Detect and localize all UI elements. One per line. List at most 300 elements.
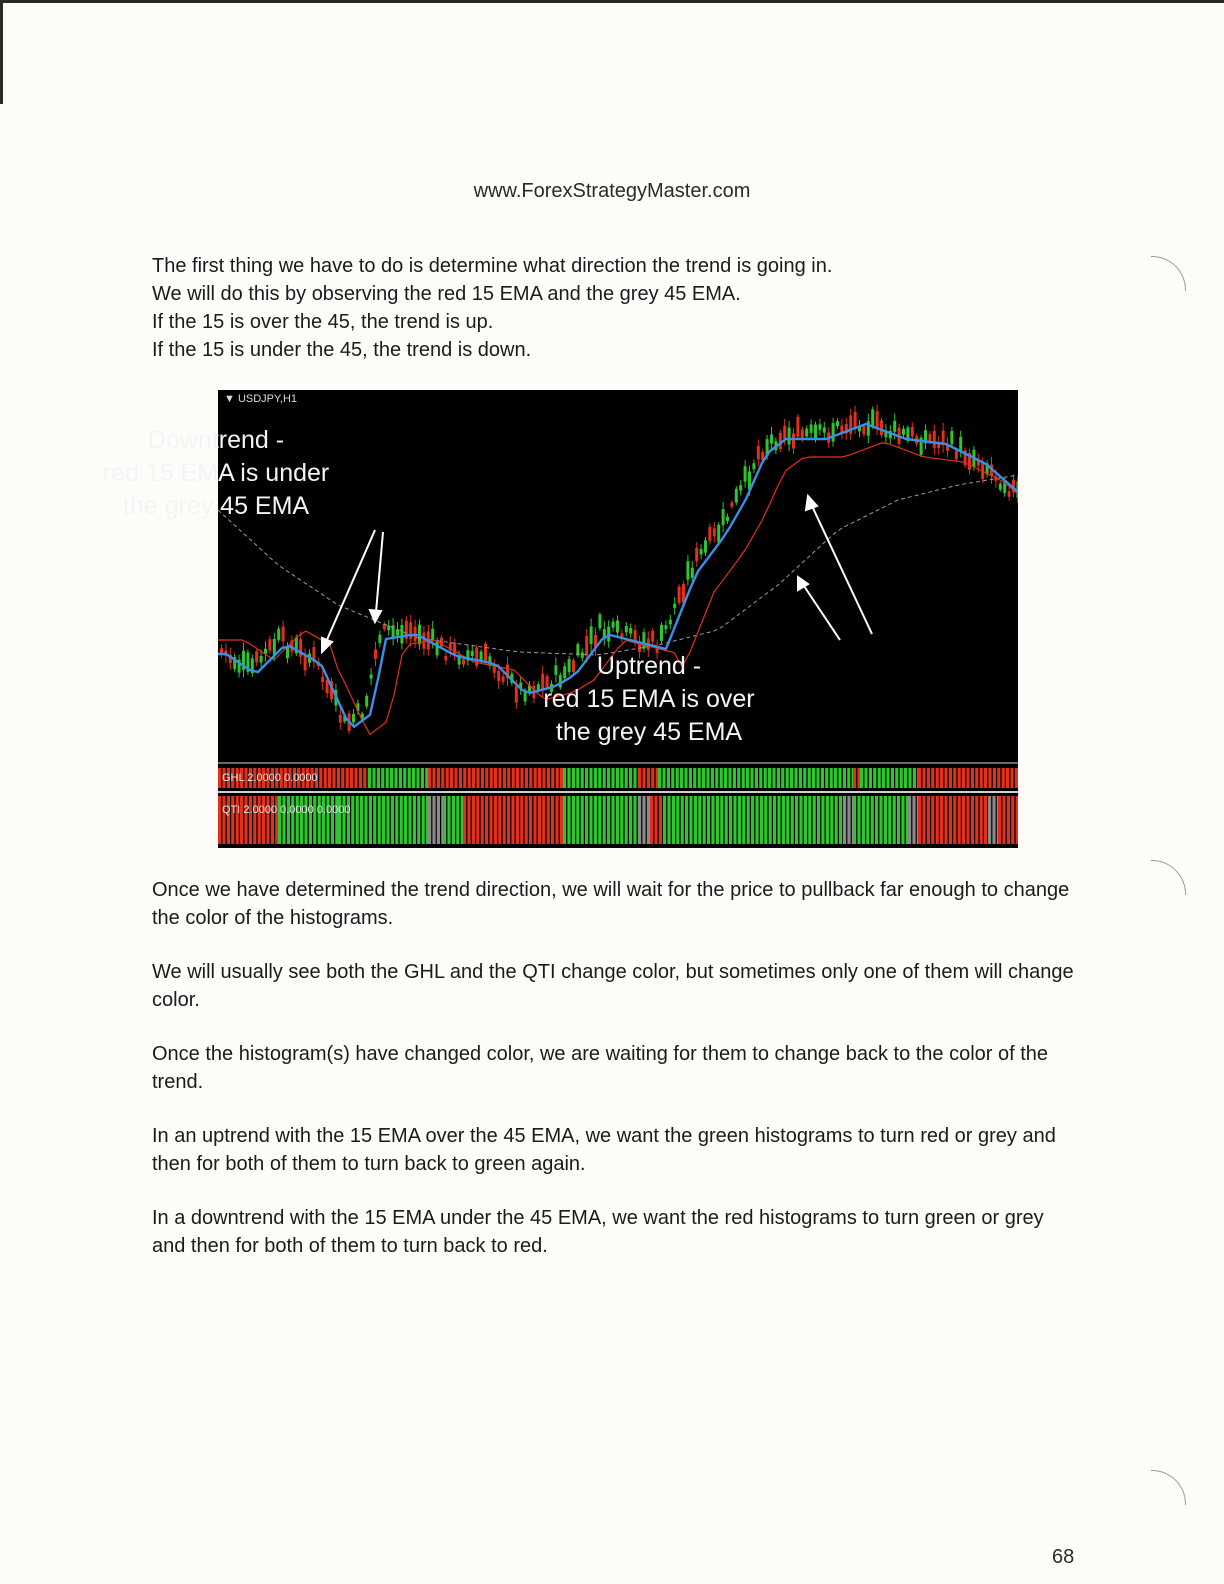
histogram-bar [650, 796, 653, 844]
candle-body [691, 568, 694, 578]
candle-body [735, 489, 738, 503]
intro-line: The first thing we have to do is determine what direction the trend is going in. [152, 255, 833, 277]
candle-body [598, 615, 601, 629]
histogram-bar [949, 768, 952, 788]
histogram-bar [720, 768, 723, 788]
histogram-bar [760, 796, 763, 844]
histogram-bar [813, 796, 816, 844]
histogram-bar [437, 796, 440, 844]
histogram-bar [834, 768, 837, 788]
candle-body [876, 411, 879, 428]
histogram-bar [812, 768, 815, 788]
candle-body [515, 686, 518, 703]
histogram-bar [629, 796, 632, 844]
histogram-bar [672, 796, 675, 844]
histogram-bar [984, 768, 987, 788]
annotation-line: red 15 EMA is over [543, 685, 755, 713]
histogram-bar [944, 796, 947, 844]
histogram-bar [663, 796, 666, 844]
histogram-bar [764, 768, 767, 788]
histogram-bar [891, 768, 894, 788]
chart-symbol-label: ▼ USDJPY,H1 [224, 393, 298, 405]
histogram-bar [337, 768, 340, 788]
histogram-bar [966, 768, 969, 788]
histogram-bar [799, 796, 802, 844]
histogram-bar [651, 768, 654, 788]
histogram-bar [494, 796, 497, 844]
histogram-bar [750, 768, 753, 788]
candle-body [660, 625, 663, 641]
histogram-bar [654, 796, 657, 844]
histogram-bar [689, 768, 692, 788]
histogram-bar [551, 796, 554, 844]
downtrend-annotation [76, 424, 356, 523]
histogram-bar [707, 796, 710, 844]
histogram-bar [843, 796, 846, 844]
histogram-bar [847, 796, 850, 844]
histogram-bar [481, 796, 484, 844]
histogram-bar [598, 796, 601, 844]
histogram-bar [633, 796, 636, 844]
histogram-bar [992, 796, 995, 844]
histogram-bar [940, 796, 943, 844]
histogram-bar [319, 768, 322, 788]
histogram-bar [860, 768, 863, 788]
histogram-bar [534, 768, 537, 788]
histogram-bar [572, 768, 575, 788]
histogram-bar [1007, 796, 1010, 844]
histogram-bar [777, 768, 780, 788]
histogram-bar [359, 768, 362, 788]
histogram-bar [525, 768, 528, 788]
histogram-bar [481, 768, 484, 788]
candle-body [757, 446, 760, 459]
histogram-bar [603, 768, 606, 788]
histogram-bar [542, 768, 545, 788]
candle-body [686, 561, 689, 579]
histogram-bar [791, 796, 794, 844]
candle-body [497, 671, 500, 681]
histogram-bar [936, 796, 939, 844]
histogram-bar [485, 796, 488, 844]
histogram-bar [738, 796, 741, 844]
histogram-bar [662, 768, 665, 788]
candle-body [862, 426, 865, 434]
histogram-bar [786, 768, 789, 788]
histogram-bar [467, 796, 470, 844]
histogram-bar [428, 796, 431, 844]
qti-label: QTI 2.0000 0.0000 0.0000 [222, 804, 351, 816]
histogram-bar [441, 768, 444, 788]
candle-body [629, 628, 632, 634]
candle-body [933, 431, 936, 448]
histogram-bar [755, 796, 758, 844]
candle-body [1008, 491, 1011, 497]
histogram-bar [489, 796, 492, 844]
histogram-bar [560, 796, 563, 844]
histogram-bar [931, 796, 934, 844]
candle-body [805, 429, 808, 437]
histogram-bar [417, 796, 420, 844]
paragraph: Once the histogram(s) have changed color, we are waiting for them to change back to the color of the trend. [152, 1043, 1049, 1093]
histogram-bar [450, 768, 453, 788]
histogram-bar [706, 768, 709, 788]
candle-body [255, 651, 258, 662]
histogram-bar [563, 768, 566, 788]
histogram-bar [912, 796, 915, 844]
histogram-bar [607, 768, 610, 788]
candle-body [260, 656, 263, 662]
histogram-bar [746, 768, 749, 788]
histogram-bar [879, 796, 882, 844]
histogram-bar [875, 796, 878, 844]
histogram-bar [953, 796, 956, 844]
histogram-bar [980, 796, 983, 844]
histogram-bar [790, 768, 793, 788]
histogram-bar [463, 796, 466, 844]
histogram-bar [803, 768, 806, 788]
histogram-bar [893, 796, 896, 844]
histogram-bar [971, 768, 974, 788]
candle-body [893, 421, 896, 432]
histogram-bar [551, 768, 554, 788]
histogram-bar [931, 768, 934, 788]
histogram-bar [772, 768, 775, 788]
scan-border-left [0, 0, 3, 104]
histogram-bar [567, 796, 570, 844]
histogram-bar [997, 768, 1000, 788]
panel-divider [218, 762, 1018, 764]
ghl-label: GHL 2.0000 0.0000 [222, 772, 318, 784]
histogram-bar [944, 768, 947, 788]
histogram-bar [218, 796, 221, 844]
histogram-bar [897, 796, 900, 844]
histogram-bar [962, 796, 965, 844]
histogram-bar [866, 796, 869, 844]
histogram-bar [511, 796, 514, 844]
histogram-bar [830, 768, 833, 788]
histogram-bar [356, 796, 359, 844]
histogram-bar [589, 768, 592, 788]
histogram-bar [363, 768, 366, 788]
histogram-bar [403, 768, 406, 788]
histogram-bar [560, 768, 563, 788]
histogram-bar [529, 768, 532, 788]
histogram-bar [443, 796, 446, 844]
histogram-bar [769, 796, 772, 844]
histogram-bar [421, 768, 424, 788]
histogram-bar [525, 796, 528, 844]
histogram-bar [594, 796, 597, 844]
histogram-bar [733, 796, 736, 844]
histogram-bar [611, 768, 614, 788]
histogram-bar [498, 768, 501, 788]
histogram-bar [603, 796, 606, 844]
histogram-bar [716, 796, 719, 844]
paragraph: In an uptrend with the 15 EMA over the 45 EMA, we want the green histograms to turn red or grey and then for both of them to turn back to green again. [152, 1125, 1056, 1175]
histogram-bar [218, 768, 221, 788]
histogram-bar [642, 796, 645, 844]
histogram-bar [703, 796, 706, 844]
annotation-line: Downtrend - [147, 426, 285, 454]
histogram-bar [689, 796, 692, 844]
histogram-bar [782, 796, 785, 844]
histogram-bar [400, 796, 403, 844]
histogram-bar [940, 768, 943, 788]
histogram-bar [742, 796, 745, 844]
histogram-bar [372, 768, 375, 788]
histogram-bar [629, 768, 632, 788]
candle-body [502, 676, 505, 681]
histogram-bar [422, 796, 425, 844]
histogram-bar [598, 768, 601, 788]
histogram-bar [711, 768, 714, 788]
histogram-bar [949, 796, 952, 844]
histogram-bar [516, 768, 519, 788]
candle-body [854, 412, 857, 428]
intro-line: We will do this by observing the red 15 EMA and the grey 45 EMA. [152, 283, 741, 305]
ghl-histogram [218, 768, 1018, 788]
histogram-bar [1016, 796, 1018, 844]
histogram-bar [638, 796, 641, 844]
candle-body [616, 621, 619, 633]
histogram-bar [980, 768, 983, 788]
arrowhead [806, 496, 817, 510]
symbol-text: USDJPY,H1 [237, 393, 298, 405]
histogram-bar [768, 768, 771, 788]
histogram-bar [808, 768, 811, 788]
histogram-bar [503, 796, 506, 844]
annotation-line: the grey 45 EMA [555, 718, 743, 746]
histogram-bar [472, 768, 475, 788]
histogram-bar [830, 796, 833, 844]
histogram-bar [350, 768, 353, 788]
histogram-bar [901, 796, 904, 844]
candle-body [625, 626, 628, 632]
candle-body [911, 427, 914, 437]
histogram-bar [437, 768, 440, 788]
candle-body [722, 509, 725, 525]
histogram-bar [878, 768, 881, 788]
candle-body [612, 622, 615, 628]
histogram-bar [759, 768, 762, 788]
histogram-bar [873, 768, 876, 788]
histogram-bar [755, 768, 758, 788]
histogram-bar [476, 768, 479, 788]
histogram-bar [988, 768, 991, 788]
paragraph: In a downtrend with the 15 EMA under the 45 EMA, we want the red histograms to turn green or grey and then for both of them to turn back to red. [152, 1207, 1044, 1257]
histogram-bar [927, 796, 930, 844]
uptrend-annotation [520, 650, 778, 749]
histogram-bar [1002, 768, 1005, 788]
candle-body [268, 639, 271, 651]
histogram-bar [625, 768, 628, 788]
histogram-bar [725, 796, 728, 844]
histogram-bar [838, 768, 841, 788]
histogram-bar [702, 768, 705, 788]
histogram-bar [394, 768, 397, 788]
histogram-bar [432, 768, 435, 788]
histogram-bar [377, 768, 380, 788]
candle-body [651, 631, 654, 642]
histogram-bar [676, 768, 679, 788]
histogram-bar [998, 796, 1001, 844]
site-url: www.ForexStrategyMaster.com [473, 180, 751, 202]
candle-body [880, 420, 883, 435]
histogram-bar [808, 796, 811, 844]
histogram-bar [817, 796, 820, 844]
candle-body [590, 626, 593, 643]
candle-body [669, 620, 672, 624]
histogram-bar [620, 768, 623, 788]
histogram-bar [542, 796, 545, 844]
histogram-bar [843, 768, 846, 788]
candle-body [871, 409, 874, 426]
candle-body [713, 528, 716, 536]
histogram-bar [886, 768, 889, 788]
histogram-bar [922, 768, 925, 788]
candle-body [484, 644, 487, 662]
candle-body [959, 437, 962, 451]
histogram-bar [620, 796, 623, 844]
histogram-bar [351, 796, 354, 844]
histogram-bar [425, 768, 428, 788]
histogram-bar [794, 768, 797, 788]
histogram-bar [847, 768, 850, 788]
candle-body [928, 434, 931, 441]
histogram-bar [988, 796, 991, 844]
histogram-bar [490, 768, 493, 788]
histogram-bar [667, 768, 670, 788]
histogram-bar [576, 768, 579, 788]
candle-body [339, 715, 342, 723]
histogram-bar [904, 768, 907, 788]
histogram-bar [781, 768, 784, 788]
arrowhead [370, 610, 381, 622]
histogram-bar [324, 768, 327, 788]
histogram-bar [354, 768, 357, 788]
histogram-bar [485, 768, 488, 788]
histogram-bar [452, 796, 455, 844]
histogram-bar [373, 796, 376, 844]
histogram-bar [862, 796, 865, 844]
candle-body [282, 626, 285, 641]
histogram-bar [494, 768, 497, 788]
histogram-bar [538, 796, 541, 844]
histogram-bar [581, 796, 584, 844]
candle-body [823, 427, 826, 432]
candle-body [836, 421, 839, 426]
binder-hole-mark [1151, 1470, 1186, 1505]
histogram-bar [747, 796, 750, 844]
histogram-bar [927, 768, 930, 788]
candle-body [431, 629, 434, 640]
histogram-bar [346, 768, 349, 788]
histogram-bar [391, 796, 394, 844]
histogram-bar [432, 796, 435, 844]
candle-body [462, 659, 465, 664]
histogram-bar [908, 796, 911, 844]
histogram-bar [538, 768, 541, 788]
histogram-bar [390, 768, 393, 788]
histogram-bar [368, 768, 371, 788]
candle-body [955, 451, 958, 460]
histogram-bar [369, 796, 372, 844]
histogram-bar [416, 768, 419, 788]
intro-paragraph [152, 252, 832, 364]
candle-body [902, 429, 905, 435]
histogram-bar [472, 796, 475, 844]
histogram-bar [871, 796, 874, 844]
histogram-bar [853, 796, 856, 844]
histogram-bar [567, 768, 570, 788]
histogram-bar [715, 768, 718, 788]
histogram-bar [711, 796, 714, 844]
histogram-bar [386, 796, 389, 844]
histogram-bar [882, 768, 885, 788]
candle-body [387, 626, 390, 630]
histogram-bar [733, 768, 736, 788]
histogram-bar [408, 796, 411, 844]
histogram-bar [529, 796, 532, 844]
histogram-bar [922, 796, 925, 844]
candle-body [664, 625, 667, 629]
histogram-bar [773, 796, 776, 844]
histogram-bar [533, 796, 536, 844]
candle-body [792, 434, 795, 449]
candle-body [726, 517, 729, 521]
histogram-bar [918, 796, 921, 844]
histogram-bar [667, 796, 670, 844]
histogram-bar [681, 796, 684, 844]
histogram-bar [728, 768, 731, 788]
candle-body [277, 629, 280, 640]
histogram-bar [1015, 768, 1018, 788]
histogram-bar [826, 796, 829, 844]
candle-body [634, 630, 637, 641]
candle-body [286, 647, 289, 658]
histogram-bar [520, 768, 523, 788]
candle-body [678, 587, 681, 603]
intro-line: If the 15 is over the 45, the trend is up. [152, 311, 494, 333]
histogram-bar [1010, 768, 1013, 788]
histogram-bar [638, 768, 641, 788]
histogram-bar [382, 796, 385, 844]
arrow-up-2 [804, 586, 840, 640]
histogram-bar [777, 796, 780, 844]
histogram-bar [984, 796, 987, 844]
histogram-bar [647, 796, 650, 844]
histogram-bar [684, 768, 687, 788]
scan-border-top [0, 0, 1224, 3]
histogram-bar [476, 796, 479, 844]
candle-body [400, 625, 403, 644]
histogram-bar [463, 768, 466, 788]
histogram-bar [729, 796, 732, 844]
histogram-bar [908, 768, 911, 788]
histogram-bar [507, 768, 510, 788]
candle-body [752, 463, 755, 469]
histogram-bar [1006, 768, 1009, 788]
candle-body [365, 696, 368, 706]
histogram-bar [751, 796, 754, 844]
histogram-bar [395, 796, 398, 844]
histogram-bar [563, 796, 566, 844]
histogram-bar [685, 796, 688, 844]
histogram-bar [581, 768, 584, 788]
histogram-bar [625, 796, 628, 844]
histogram-bar [953, 768, 956, 788]
